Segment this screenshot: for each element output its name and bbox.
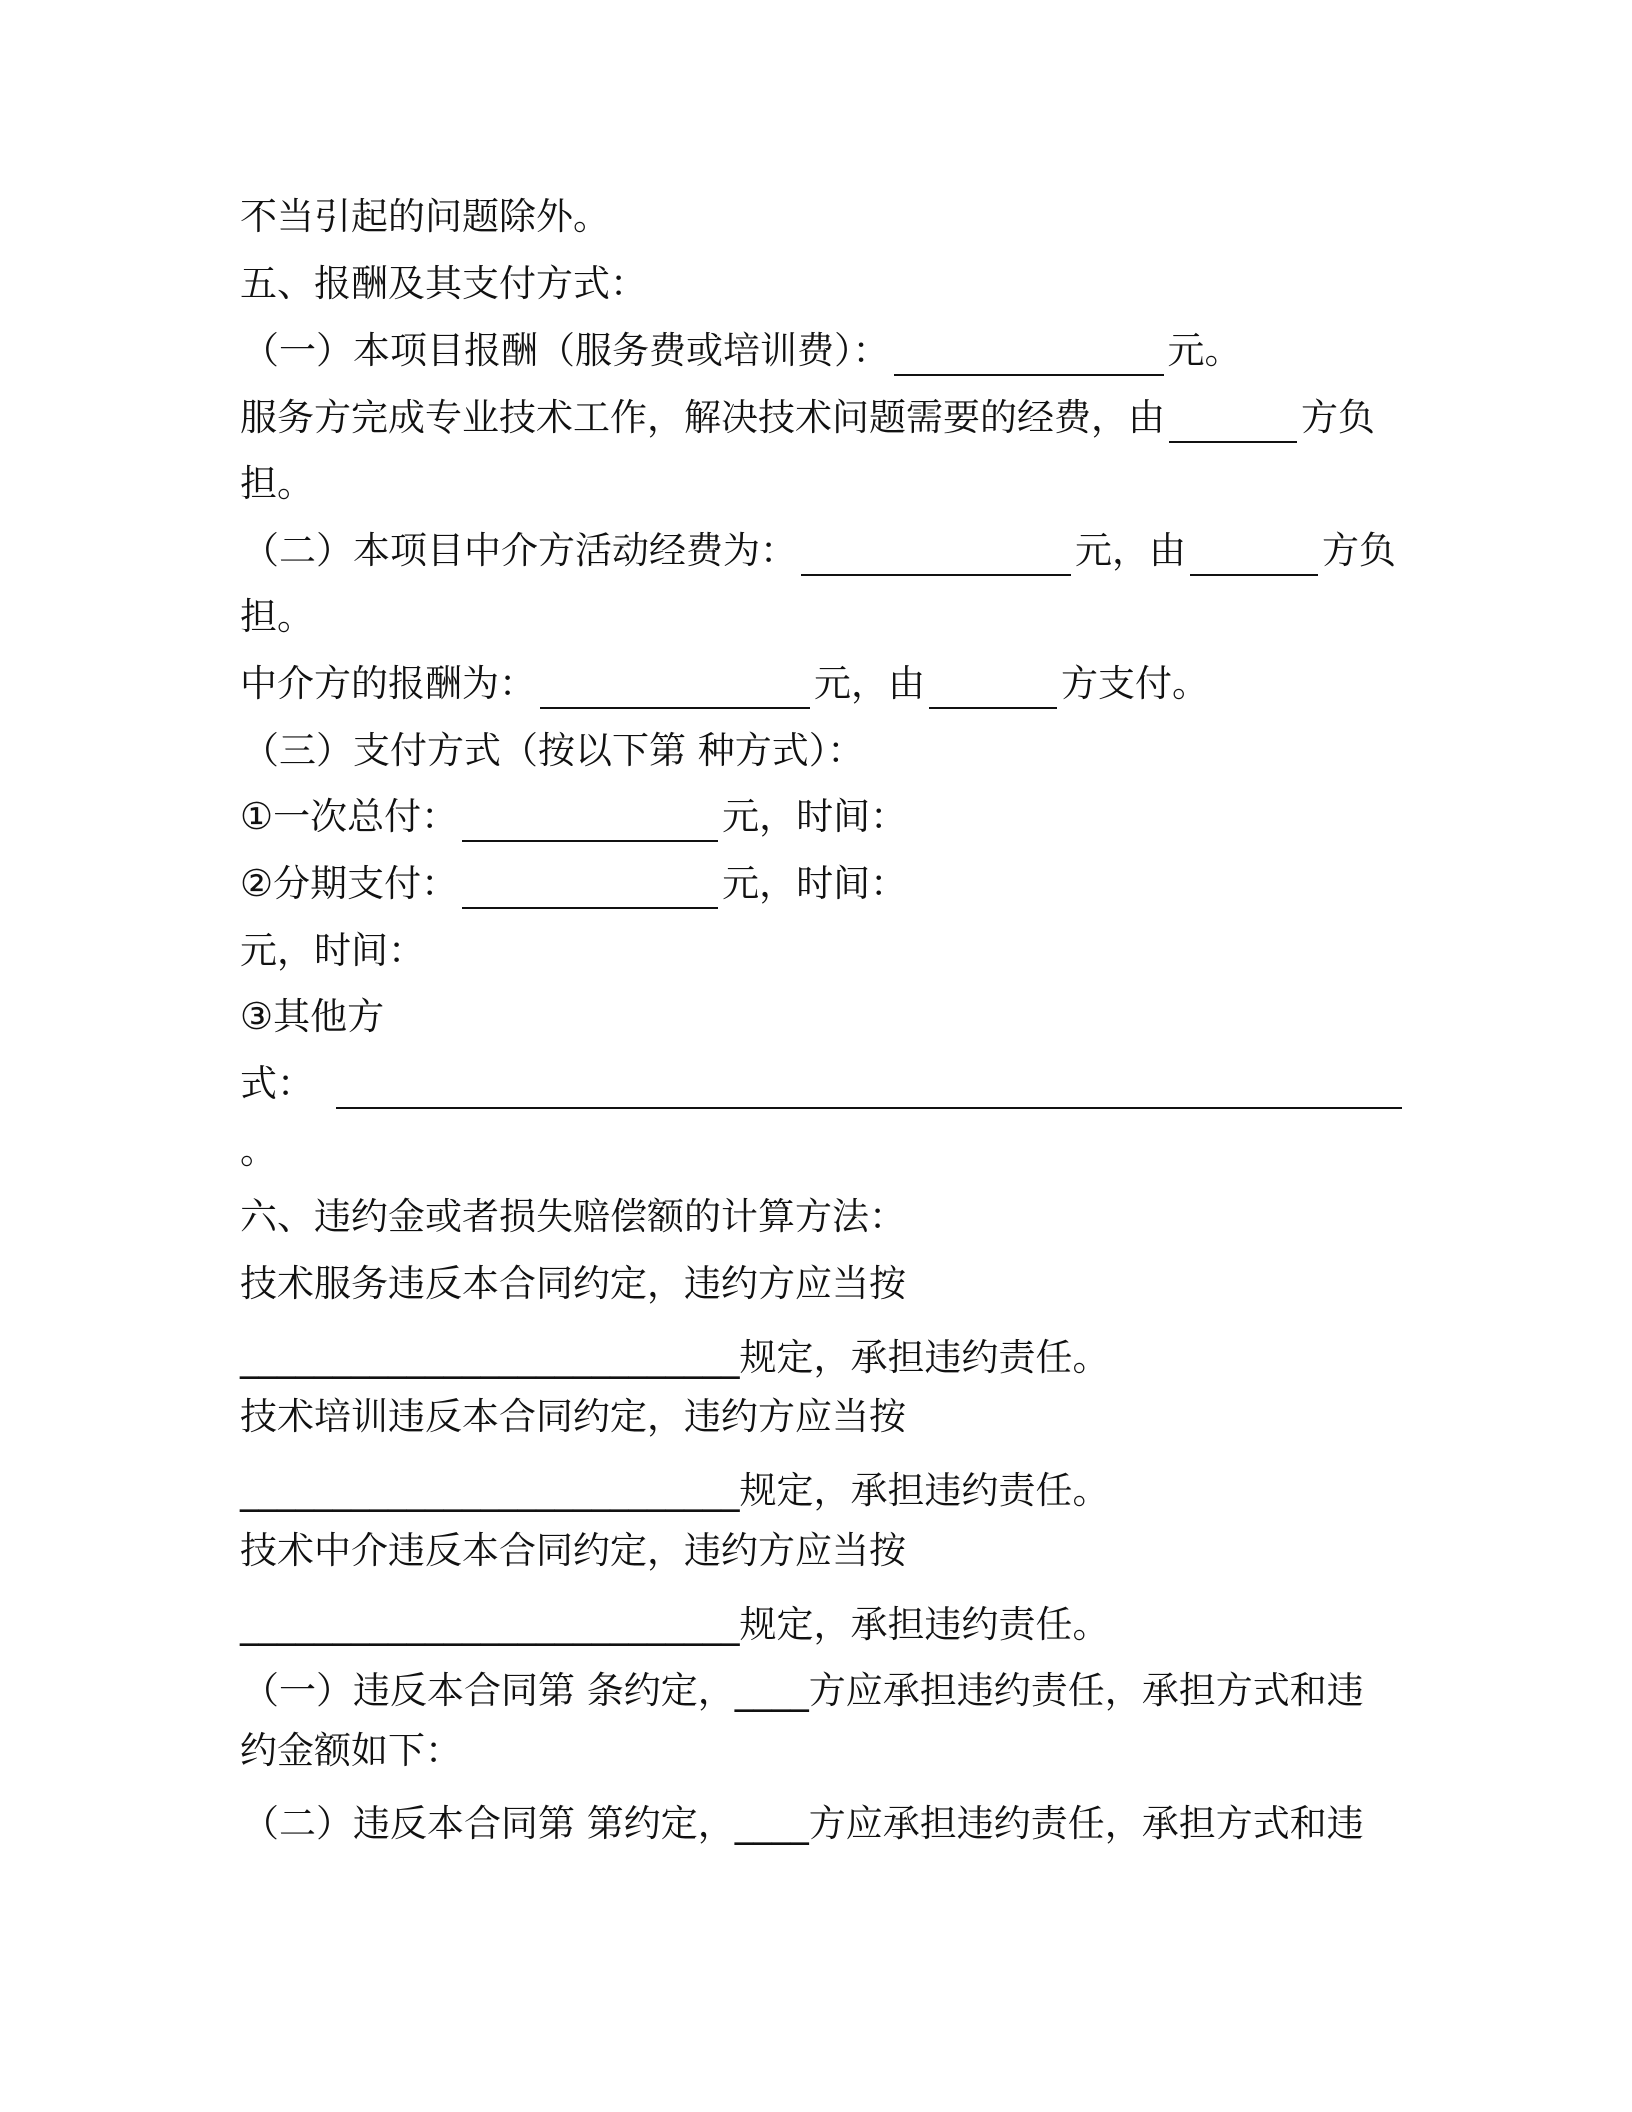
text-line	[240, 659, 1209, 709]
paragraph-text: 技术培训违反本合同约定，违约方应当按	[240, 1395, 906, 1438]
paragraph-text: 担。	[240, 595, 314, 638]
paragraph-text: 元，时间：	[722, 795, 908, 838]
text-line	[240, 1726, 462, 1776]
paragraph-text: 中介方的报酬为：	[240, 662, 536, 705]
item-label: （二）本项目中介方活动经费为：	[242, 529, 797, 572]
paragraph-text: 。	[240, 1129, 277, 1172]
text-line	[240, 1333, 1110, 1383]
paragraph-text: 方负	[1322, 529, 1396, 572]
fill-blank-other-method[interactable]	[336, 1069, 1402, 1109]
item-label: （二）违反本合同第 第约定，____方应承担违约责任，承担方式和违	[242, 1802, 1364, 1845]
text-line	[240, 1526, 906, 1576]
item-breach-one	[242, 1666, 1364, 1716]
paragraph-text: 技术中介违反本合同约定，违约方应当按	[240, 1529, 906, 1572]
heading-text: 六、违约金或者损失赔偿额的计算方法：	[240, 1195, 906, 1238]
text-line	[240, 1392, 906, 1442]
text-line	[240, 1466, 1110, 1516]
paragraph-text: 式：	[240, 1062, 314, 1105]
fill-blank-expense-party[interactable]	[1190, 536, 1318, 576]
paragraph-text: ___________________________规定，承担违约责任。	[240, 1336, 1110, 1379]
paragraph-text: 技术服务违反本合同约定，违约方应当按	[240, 1262, 906, 1305]
paragraph-text: ___________________________规定，承担违约责任。	[240, 1469, 1110, 1512]
fill-blank-installment-amount[interactable]	[462, 869, 718, 909]
text-line	[240, 1600, 1110, 1650]
text-line	[240, 1126, 277, 1176]
item-breach-two	[242, 1799, 1364, 1849]
paragraph-text: 服务方完成专业技术工作，解决技术问题需要的经费，由	[240, 396, 1165, 439]
item-label: （三）支付方式（按以下第 种方式）：	[242, 729, 865, 772]
item-intermediary-expenses	[242, 526, 1396, 576]
text-line	[240, 1259, 906, 1309]
payment-option-installments	[240, 859, 907, 909]
fill-blank-fee-party[interactable]	[929, 669, 1057, 709]
paragraph-text: 担。	[240, 462, 314, 505]
fill-blank-remuneration-amount[interactable]	[894, 336, 1164, 376]
item-remuneration	[242, 326, 1242, 376]
paragraph-text: 元，由	[814, 662, 925, 705]
payment-option-other	[240, 992, 384, 1042]
fill-blank-lump-sum-amount[interactable]	[462, 802, 718, 842]
item-label: （一）违反本合同第 条约定，____方应承担违约责任，承担方式和违	[242, 1669, 1364, 1712]
paragraph-text: 方负	[1301, 396, 1375, 439]
fill-blank-intermediary-fee-amount[interactable]	[540, 669, 810, 709]
item-label: （一）本项目报酬（服务费或培训费）：	[242, 329, 890, 372]
section-heading-five	[240, 259, 647, 309]
text-line	[240, 1059, 1406, 1109]
payment-option-lump-sum	[240, 792, 907, 842]
option-label: ①一次总付：	[240, 795, 459, 838]
paragraph-text: 元，时间：	[240, 929, 425, 972]
text-line	[240, 393, 1375, 443]
text-line	[240, 592, 314, 642]
option-label: ②分期支付：	[240, 862, 459, 905]
fill-blank-intermediary-expense-amount[interactable]	[801, 536, 1071, 576]
section-heading-six	[240, 1192, 906, 1242]
text-line	[240, 926, 425, 976]
paragraph-text: 元，时间：	[722, 862, 908, 905]
paragraph-text: 约金额如下：	[240, 1729, 462, 1772]
paragraph-text: 元，由	[1075, 529, 1186, 572]
paragraph-text: 不当引起的问题除外。	[240, 195, 610, 238]
paragraph-text: 方支付。	[1061, 662, 1209, 705]
item-payment-method	[242, 726, 864, 776]
text-line	[240, 192, 610, 242]
option-label: ③其他方	[240, 995, 385, 1038]
unit-text: 元。	[1167, 329, 1242, 372]
fill-blank-cost-party[interactable]	[1169, 403, 1297, 443]
text-line	[240, 459, 314, 509]
paragraph-text: ___________________________规定，承担违约责任。	[240, 1603, 1110, 1646]
heading-text: 五、报酬及其支付方式：	[240, 262, 647, 305]
